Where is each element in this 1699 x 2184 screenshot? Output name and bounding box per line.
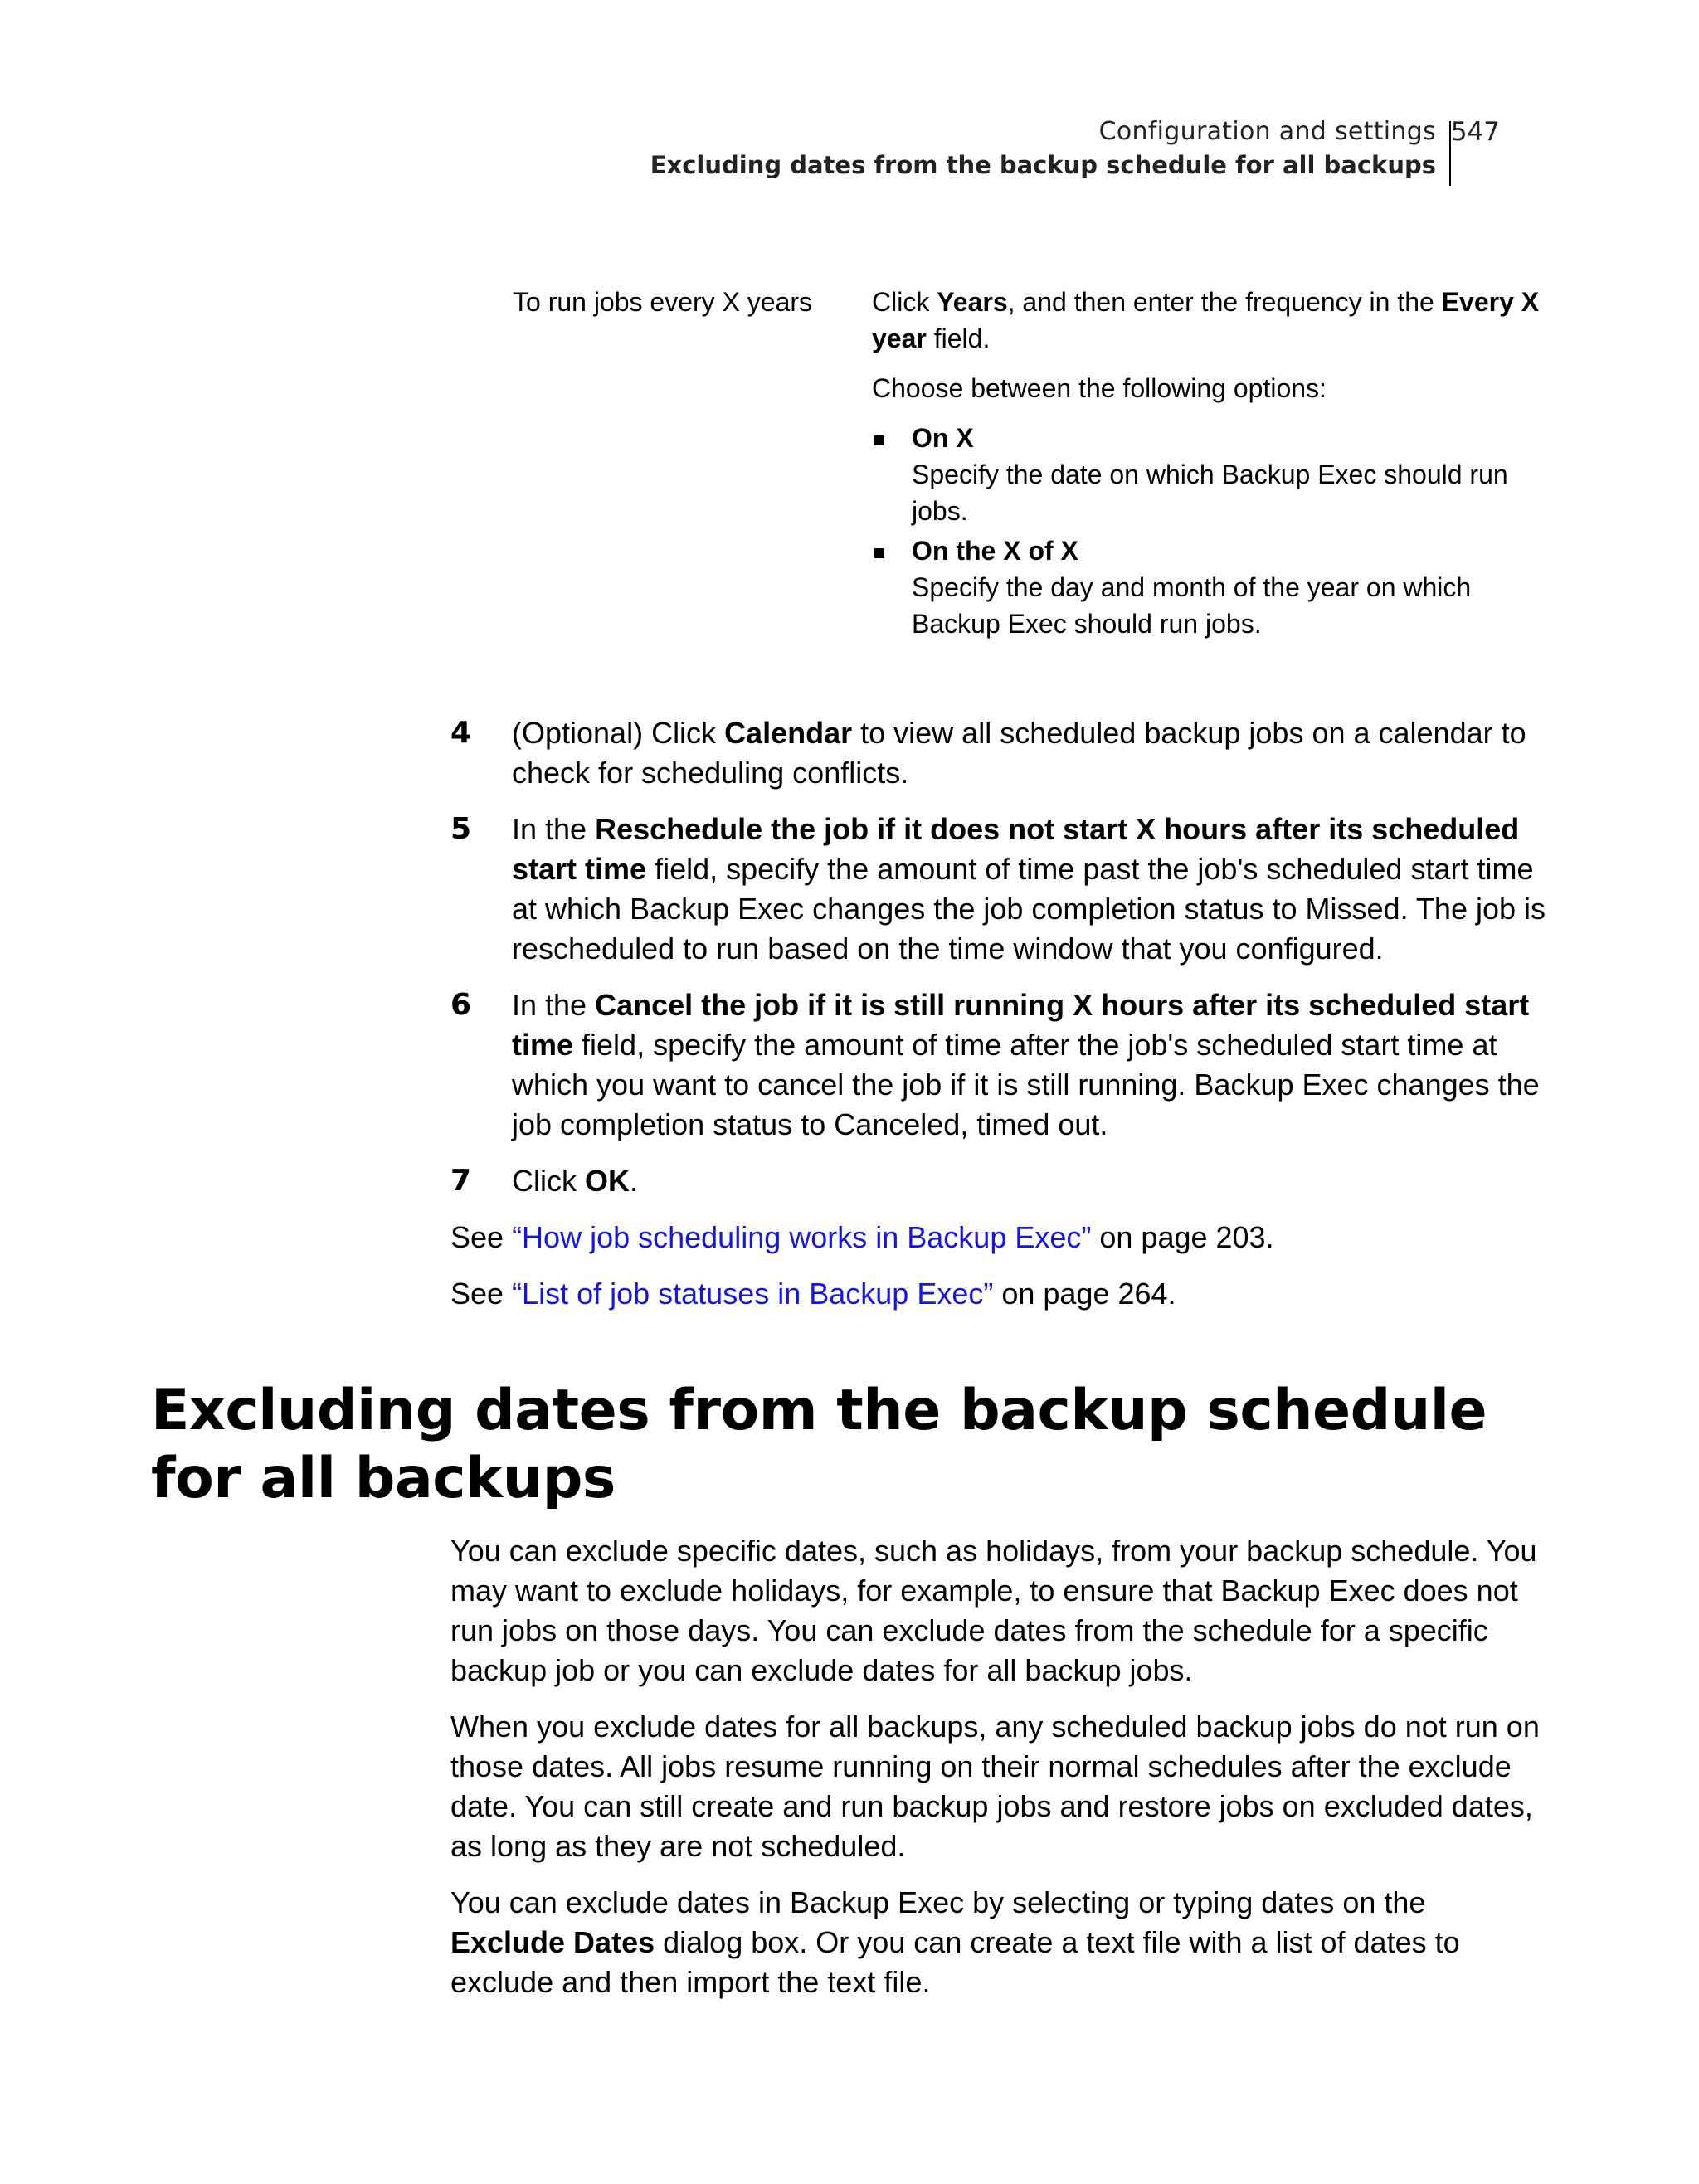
instruction-text: , and then enter the frequency in the	[1007, 287, 1442, 317]
page-number: 547	[1450, 117, 1500, 147]
square-bullet-icon	[874, 435, 884, 445]
see-text: See	[450, 1220, 513, 1254]
see-also-line	[450, 1274, 1546, 1314]
step-ui-label: OK	[585, 1164, 630, 1198]
step-7	[450, 1161, 1546, 1201]
option-list	[872, 420, 1552, 642]
step-ui-label: Cancel the job if it is still running X hours after its scheduled start time	[512, 988, 1530, 1062]
step-text: field, specify the amount of time after the job's scheduled start time at which you want to cancel the job if it is still running. Backup Exec changes the job completion status to Canceled, timed out.	[512, 1028, 1540, 1141]
section-running-title: Excluding dates from the backup schedule for all backups	[650, 151, 1436, 179]
running-header-text	[650, 114, 1436, 181]
step-text: .	[630, 1164, 639, 1198]
step-text: field, specify the amount of time past the job's scheduled start time at which Backup Exec changes the job completion status to Missed. The job is rescheduled to run based on the time window that you configured.	[512, 852, 1546, 966]
step-number: 6	[450, 988, 472, 1022]
option-title: On the X of X	[912, 536, 1078, 566]
option-text: Specify the day and month of the year on which Backup Exec should run jobs.	[912, 572, 1472, 639]
every-x-year-ui-label: Every X year	[872, 287, 1540, 353]
procedure-steps	[450, 713, 1546, 1330]
square-bullet-icon	[874, 548, 884, 558]
option-label: To run jobs every X years	[513, 287, 813, 317]
cross-reference-link[interactable]: “List of job statuses in Backup Exec”	[512, 1277, 994, 1311]
step-ui-label: Reschedule the job if it does not start X hours after its scheduled start time	[512, 812, 1520, 886]
step-ui-label: Calendar	[724, 716, 853, 750]
paragraph-1: You can exclude specific dates, such as holidays, from your backup schedule. You may want to exclude holidays, for example, to ensure that Backup Exec does not run jobs on those days. You can exclude dates from the schedule for a specific backup job or you can exclude dates for all backup jobs.	[450, 1534, 1537, 1687]
years-ui-label: Years	[937, 287, 1008, 317]
paragraph-3	[450, 1883, 1546, 2002]
see-text: on page 264.	[993, 1277, 1176, 1311]
instruction-text: field.	[926, 323, 991, 353]
option-description	[872, 284, 1552, 645]
step-text: to view all scheduled backup jobs on a calendar to check for scheduling conflicts.	[512, 716, 1526, 790]
section-heading: Excluding dates from the backup schedule for all backups	[151, 1378, 1487, 1511]
instruction-text: Click	[872, 287, 937, 317]
paragraph-text: You can exclude dates in Backup Exec by selecting or typing dates on the	[450, 1885, 1426, 1919]
option-text: Specify the date on which Backup Exec should run jobs.	[912, 460, 1508, 526]
see-text: on page 203.	[1091, 1220, 1274, 1254]
paragraph-2: When you exclude dates for all backups, any scheduled backup jobs do not run on those dates. All jobs resume running on their normal schedules after the exclude date. You can still create and run backup jobs and restore jobs on excluded dates, as long as they are not scheduled.	[450, 1710, 1540, 1863]
step-text: In the	[512, 988, 596, 1022]
step-text: In the	[512, 812, 596, 846]
section-body	[450, 1531, 1546, 2019]
step-number: 5	[450, 812, 472, 846]
paragraph-text: dialog box. Or you can create a text file with a list of dates to exclude and then import the text file.	[450, 1925, 1460, 1999]
step-4	[450, 713, 1546, 793]
chapter-title: Configuration and settings	[1098, 117, 1436, 146]
see-also-line	[450, 1218, 1546, 1257]
list-item	[872, 420, 1552, 529]
option-title: On X	[912, 423, 974, 453]
step-text: (Optional) Click	[512, 716, 725, 750]
step-number: 4	[450, 716, 472, 750]
option-instruction	[872, 284, 1552, 357]
see-text: See	[450, 1277, 513, 1311]
step-number: 7	[450, 1164, 472, 1198]
cross-reference-link[interactable]: “How job scheduling works in Backup Exec”	[512, 1220, 1092, 1254]
exclude-dates-ui-label: Exclude Dates	[450, 1925, 655, 1959]
list-item	[872, 533, 1552, 642]
step-text: Click	[512, 1164, 585, 1198]
choose-text: Choose between the following options:	[872, 373, 1327, 403]
step-5	[450, 810, 1546, 969]
step-6	[450, 985, 1546, 1145]
